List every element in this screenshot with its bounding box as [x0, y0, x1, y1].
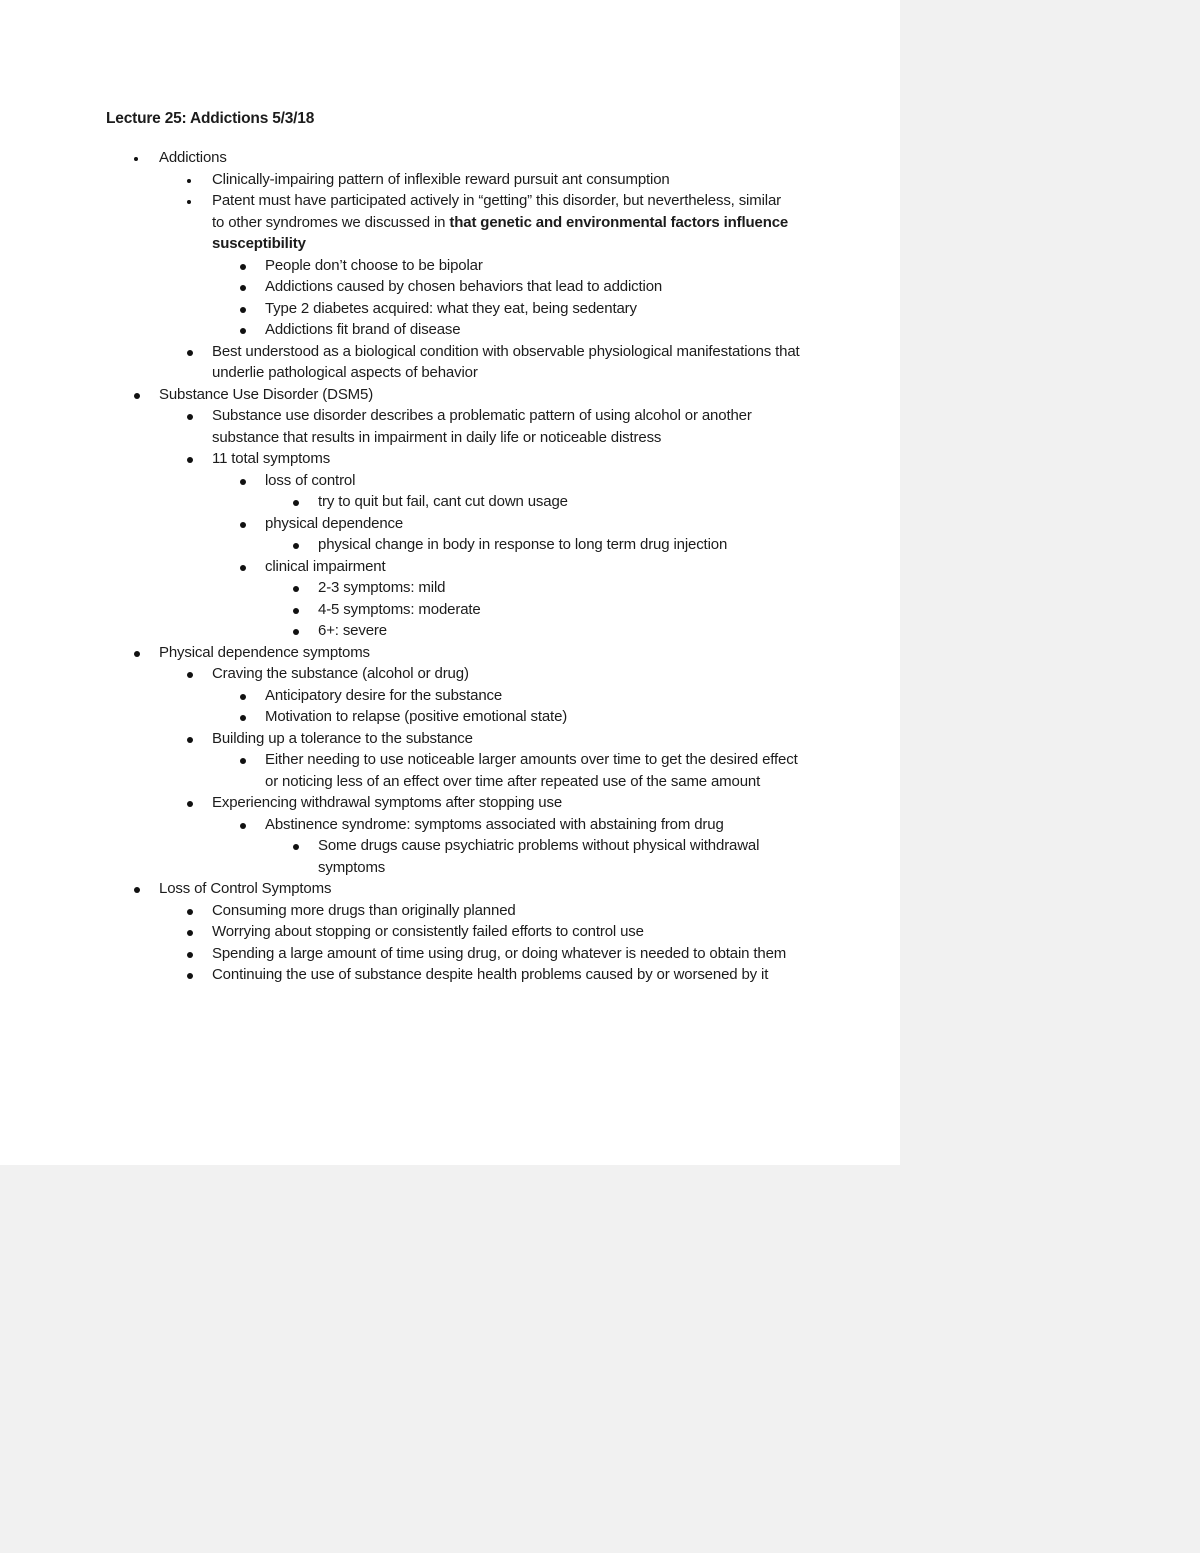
list-item: 4-5 symptoms: moderate [0, 599, 900, 621]
list-item: Experiencing withdrawal symptoms after stopping use [0, 792, 900, 814]
list-item: 6+: severe [0, 620, 900, 642]
list-item: Substance Use Disorder (DSM5) [0, 384, 900, 406]
list-item: Addictions [0, 147, 900, 169]
list-item: Motivation to relapse (positive emotional state) [0, 706, 900, 728]
list-item: Clinically-impairing pattern of inflexible reward pursuit ant consumption [0, 169, 900, 191]
list-item: Type 2 diabetes acquired: what they eat, being sedentary [0, 298, 900, 320]
list-item-text: Patent must have participated actively in “getting” this disorder, but nevertheless, similar to other syndromes we discussed in [212, 192, 781, 231]
page-title: Lecture 25: Addictions 5/3/18 [106, 110, 315, 127]
list-item: People don’t choose to be bipolar [0, 255, 900, 277]
list-item: physical dependence [0, 513, 900, 535]
list-item: Abstinence syndrome: symptoms associated with abstaining from drug [0, 814, 900, 836]
list-item: Continuing the use of substance despite health problems caused by or worsened by it [0, 964, 900, 986]
list-item: Some drugs cause psychiatric problems without physical withdrawal symptoms [0, 835, 900, 878]
list-item: Consuming more drugs than originally planned [0, 900, 900, 922]
list-item: 11 total symptoms [0, 448, 900, 470]
list-item: Loss of Control Symptoms [0, 878, 900, 900]
list-item: Anticipatory desire for the substance [0, 685, 900, 707]
list-item: Craving the substance (alcohol or drug) [0, 663, 900, 685]
list-item: Substance use disorder describes a problematic pattern of using alcohol or another substance that results in impairment in daily life or noticeable distress [0, 405, 900, 448]
bold-text: that genetic and environmental factors influence susceptibility [212, 213, 789, 252]
list-item: Building up a tolerance to the substance [0, 728, 900, 750]
notes-list [0, 147, 900, 986]
list-item: 2-3 symptoms: mild [0, 577, 900, 599]
list-item: Best understood as a biological condition with observable physiological manifestations that underlie pathological aspects of behavior [0, 341, 900, 384]
list-item: physical change in body in response to long term drug injection [0, 534, 900, 556]
list-item: loss of control [0, 470, 900, 492]
list-item: Addictions caused by chosen behaviors that lead to addiction [0, 276, 900, 298]
list-item: Either needing to use noticeable larger amounts over time to get the desired effect or noticing less of an effect over time after repeated use of the same amount [0, 749, 900, 792]
list-item [0, 190, 900, 255]
list-item: Physical dependence symptoms [0, 642, 900, 664]
list-item: Spending a large amount of time using drug, or doing whatever is needed to obtain them [0, 943, 900, 965]
list-item: clinical impairment [0, 556, 900, 578]
list-item: Worrying about stopping or consistently failed efforts to control use [0, 921, 900, 943]
list-item: try to quit but fail, cant cut down usage [0, 491, 900, 513]
list-item: Addictions fit brand of disease [0, 319, 900, 341]
